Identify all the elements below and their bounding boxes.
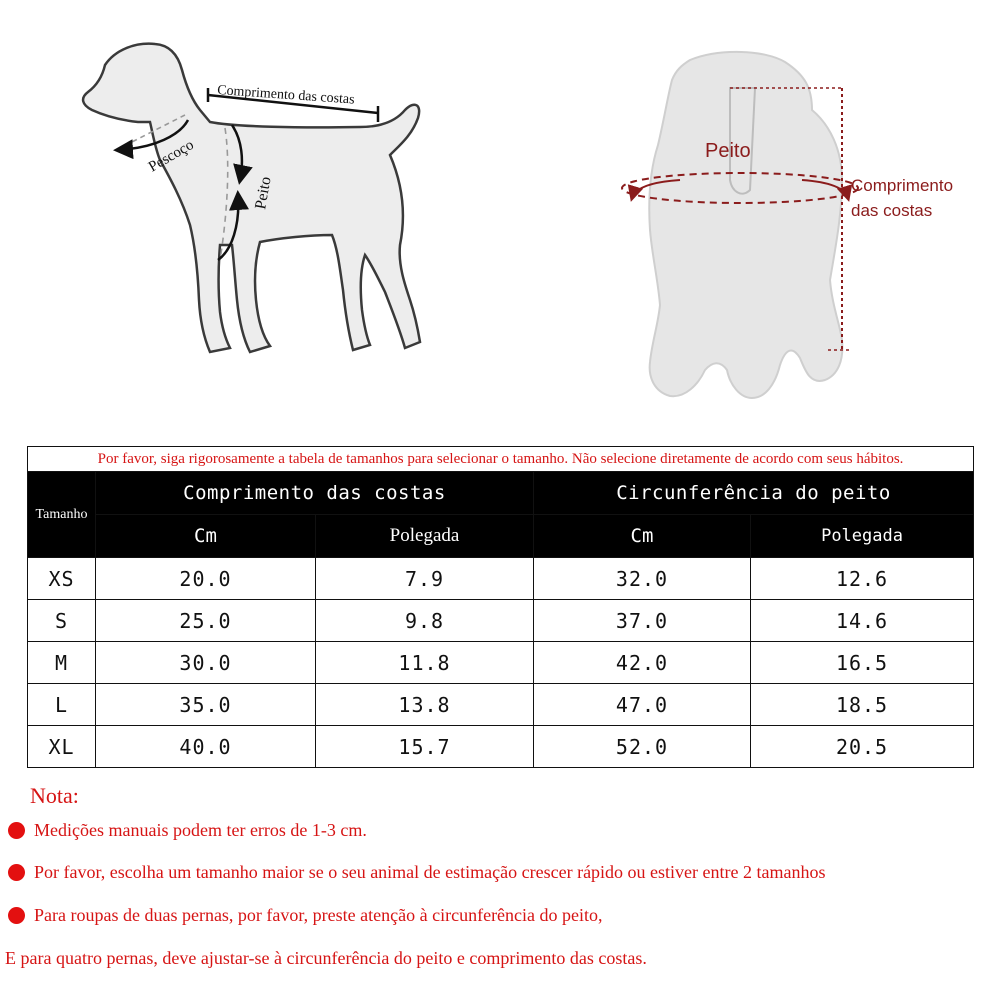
value-cell: 47.0	[534, 684, 751, 726]
size-cell: S	[28, 600, 96, 642]
size-cell: XS	[28, 558, 96, 600]
value-cell: 20.5	[751, 726, 974, 768]
value-cell: 18.5	[751, 684, 974, 726]
size-cell: M	[28, 642, 96, 684]
note-text: Medições manuais podem ter erros de 1-3 cm.	[34, 820, 367, 840]
chest-circumference-header: Circunferência do peito	[534, 472, 974, 515]
back-cm-header: Cm	[96, 515, 316, 558]
dog-measurement-diagram	[60, 30, 530, 410]
value-cell: 16.5	[751, 642, 974, 684]
back-inch-header: Polegada	[316, 515, 534, 558]
value-cell: 12.6	[751, 558, 974, 600]
value-cell: 13.8	[316, 684, 534, 726]
value-cell: 35.0	[96, 684, 316, 726]
table-row	[28, 600, 974, 642]
chest-inch-header: Polegada	[751, 515, 974, 558]
red-dot-icon	[8, 822, 25, 839]
size-notice: Por favor, siga rigorosamente a tabela de tamanhos para selecionar o tamanho. Não selecione diretamente de acordo com seus hábitos.	[28, 447, 974, 472]
note-item	[8, 820, 367, 841]
note-text: Para roupas de duas pernas, por favor, preste atenção à circunferência do peito,	[34, 905, 603, 925]
table-row	[28, 684, 974, 726]
note-item	[8, 905, 603, 926]
garment-back-length-label-1: Comprimento	[851, 176, 954, 195]
value-cell: 25.0	[96, 600, 316, 642]
value-cell: 42.0	[534, 642, 751, 684]
garment-chest-label: Peito	[705, 140, 751, 162]
size-cell: L	[28, 684, 96, 726]
note-item	[8, 862, 826, 883]
note-text: Por favor, escolha um tamanho maior se o seu animal de estimação crescer rápido ou estiver entre 2 tamanhos	[34, 862, 826, 882]
value-cell: 7.9	[316, 558, 534, 600]
value-cell: 15.7	[316, 726, 534, 768]
value-cell: 20.0	[96, 558, 316, 600]
notes-title: Nota:	[30, 783, 79, 808]
value-cell: 30.0	[96, 642, 316, 684]
note-continuation: E para quatro pernas, deve ajustar-se à circunferência do peito e comprimento das costas.	[5, 948, 647, 968]
garment-back-length-label-2: das costas	[851, 201, 933, 220]
value-cell: 37.0	[534, 600, 751, 642]
value-cell: 52.0	[534, 726, 751, 768]
size-column-header: Tamanho	[28, 472, 96, 558]
chest-label: Peito	[252, 175, 275, 211]
value-cell: 9.8	[316, 600, 534, 642]
garment-measurement-diagram	[580, 40, 990, 420]
fleece-garment	[649, 52, 842, 398]
value-cell: 40.0	[96, 726, 316, 768]
neck-label: Pescoço	[146, 137, 197, 176]
value-cell: 14.6	[751, 600, 974, 642]
size-cell: XL	[28, 726, 96, 768]
red-dot-icon	[8, 907, 25, 924]
red-dot-icon	[8, 864, 25, 881]
table-row	[28, 642, 974, 684]
back-length-header: Comprimento das costas	[96, 472, 534, 515]
size-table	[27, 446, 974, 768]
table-row	[28, 726, 974, 768]
notes-section	[30, 783, 980, 819]
value-cell: 32.0	[534, 558, 751, 600]
value-cell: 11.8	[316, 642, 534, 684]
back-length-label: Comprimento das costas	[216, 83, 356, 108]
table-row	[28, 558, 974, 600]
chest-cm-header: Cm	[534, 515, 751, 558]
